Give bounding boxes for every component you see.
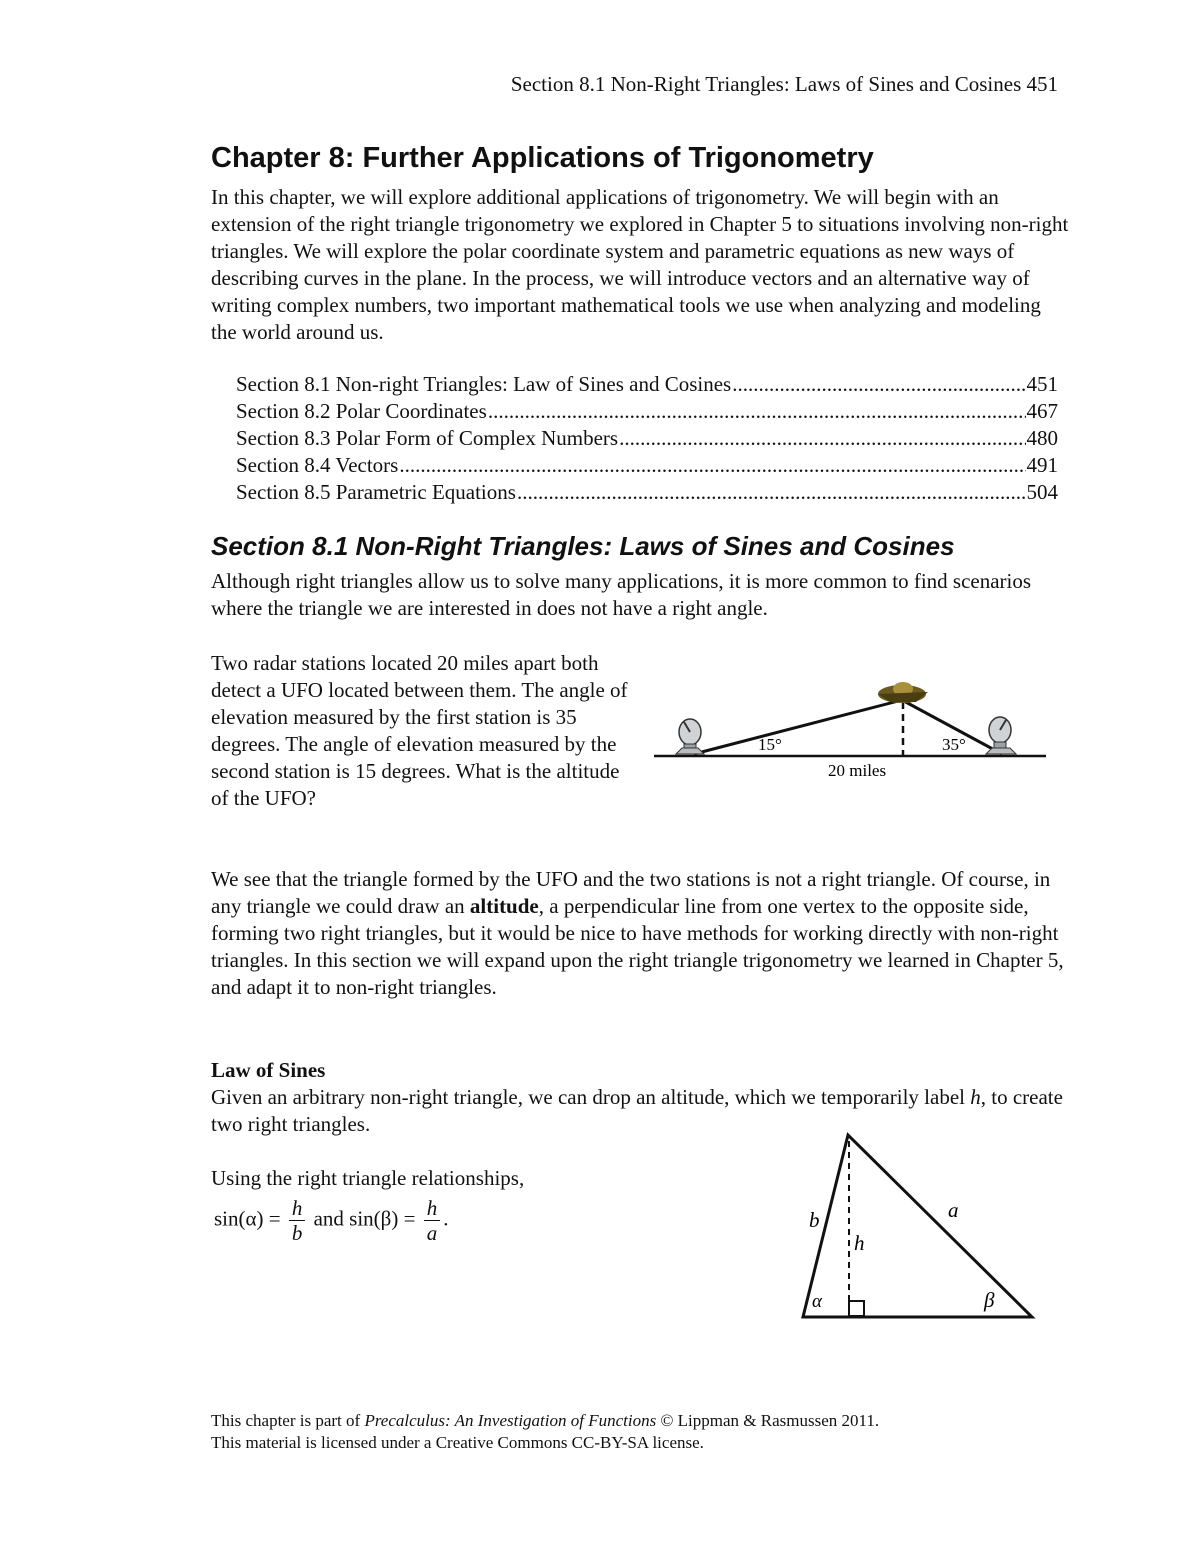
chapter-title: Chapter 8: Further Applications of Trigonometry <box>211 142 874 174</box>
toc-leader-dots <box>488 399 1026 424</box>
chapter-intro-text: In this chapter, we will explore additional applications of trigonometry. We will begin with an extension of the right triangle trigonometry we explored in Chapter 5 to situations involving non-right triangles. We will explore the polar coordinate system and parametric equations as new ways of describing curves in the plane. In the process, we will introduce vectors and an alternative way of writing complex numbers, two important mathematical tools we use when analyzing and modeling the world around us. <box>211 185 1069 344</box>
altitude-term: altitude <box>469 894 539 918</box>
and-word: and <box>313 1206 344 1231</box>
toc-entry-page: 504 <box>1026 480 1058 504</box>
toc-entry-label: Section 8.3 Polar Form of Complex Numbers <box>236 426 619 450</box>
formula-period: . <box>443 1206 449 1231</box>
footer-text-before: This chapter is part of <box>211 1411 365 1430</box>
h-symbol: h <box>970 1085 981 1109</box>
altitude-h-label: h <box>854 1231 865 1255</box>
toc-entry-page: 491 <box>1026 453 1058 477</box>
footer-text-after: © Lippman & Rasmussen 2011. <box>656 1411 880 1430</box>
chapter-intro <box>211 184 1071 346</box>
triangle-outline <box>803 1135 1032 1317</box>
denominator-a: a <box>426 1221 438 1245</box>
toc-entry-page: 480 <box>1026 426 1058 450</box>
toc-leader-dots <box>399 453 1025 478</box>
ufo-diagram <box>650 670 1050 785</box>
sin-beta-expr: sin(β) = <box>349 1206 416 1231</box>
section-intro <box>211 568 1071 622</box>
toc-entry-page: 451 <box>1026 372 1058 396</box>
right-triangle-relationships: Using the right triangle relationships, <box>211 1166 525 1190</box>
toc-entry-label: Section 8.1 Non-right Triangles: Law of Sines and Cosines <box>236 372 732 396</box>
law-of-sines-heading: Law of Sines <box>211 1058 326 1082</box>
fraction-h-over-b <box>289 1196 306 1245</box>
right-angle-marker <box>849 1301 864 1316</box>
toc-entry[interactable] <box>236 453 1058 480</box>
toc-entry-page: 467 <box>1026 399 1058 423</box>
right-angle-label: 35° <box>942 735 966 754</box>
ufo-problem-text: Two radar stations located 20 miles apart both detect a UFO located between them. The angle of elevation measured by the first station is 35 degrees. The angle of elevation measured by the second station is 15 degrees. What is the altitude of the UFO? <box>211 651 628 810</box>
toc-leader-dots <box>732 372 1025 397</box>
distance-label: 20 miles <box>828 761 887 780</box>
toc-entry[interactable] <box>236 426 1058 453</box>
altitude-paragraph-text <box>211 866 1071 1001</box>
toc-entry-label: Section 8.2 Polar Coordinates <box>236 399 487 423</box>
section-intro-text: Although right triangles allow us to solve many applications, it is more common to find scenarios where the triangle we are interested in does not have a right angle. <box>211 569 1032 620</box>
footer-license: This material is licensed under a Creative Commons CC-BY-SA license. <box>211 1433 704 1452</box>
toc-entry[interactable] <box>236 399 1058 426</box>
altitude-text-before: We see that the triangle formed by the UFO and the two stations is not a right triangle. Of course, in any triangle we could draw an <box>211 867 1051 918</box>
toc-entry-label: Section 8.5 Parametric Equations <box>236 480 516 504</box>
toc-entry[interactable] <box>236 480 1058 507</box>
table-of-contents <box>236 372 1058 507</box>
toc-entry-label: Section 8.4 Vectors <box>236 453 399 477</box>
ufo-problem <box>211 650 631 812</box>
law-text-after: , to create two right triangles. <box>211 1085 1063 1136</box>
ufo-icon <box>878 682 928 703</box>
toc-entry[interactable] <box>236 372 1058 399</box>
running-head: Section 8.1 Non-Right Triangles: Laws of Sines and Cosines 451 <box>510 72 1058 96</box>
toc-leader-dots <box>517 480 1026 505</box>
left-radar-icon <box>676 719 704 754</box>
angle-beta-label: β <box>984 1288 995 1312</box>
fraction-h-over-a <box>424 1196 441 1245</box>
footer-attribution <box>211 1410 879 1432</box>
denominator-b: b <box>291 1221 303 1245</box>
altitude-text-after: , a perpendicular line from one vertex to the opposite side, forming two right triangles, but it would be nice to have methods for working directly with non-right triangles. In this section we will expand upon the right triangle trigonometry we learned in Chapter 5, and adapt it to non-right triangles. <box>211 894 1064 999</box>
left-sightline <box>694 700 902 754</box>
sin-alpha-expr: sin(α) = <box>214 1206 281 1231</box>
angle-alpha-label: α <box>812 1291 822 1312</box>
numerator-h: h <box>289 1196 306 1221</box>
triangle-diagram <box>790 1125 1050 1330</box>
law-text-before: Given an arbitrary non-right triangle, we can drop an altitude, which we temporarily label <box>211 1085 971 1109</box>
sine-formula <box>214 1196 448 1245</box>
left-angle-label: 15° <box>758 735 782 754</box>
side-a-label: a <box>948 1198 959 1222</box>
side-b-label: b <box>809 1208 820 1232</box>
section-title: Section 8.1 Non-Right Triangles: Laws of Sines and Cosines <box>211 531 955 561</box>
toc-leader-dots <box>619 426 1025 451</box>
page-footer <box>211 1410 879 1454</box>
numerator-h-2: h <box>424 1196 441 1221</box>
footer-book-title: Precalculus: An Investigation of Functions <box>364 1411 657 1430</box>
altitude-paragraph <box>211 866 1071 1001</box>
